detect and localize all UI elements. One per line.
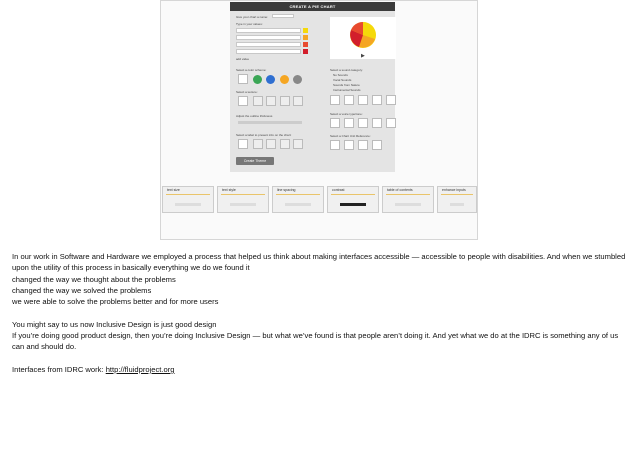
card-divider [166,194,210,195]
card-title: contrast [332,188,345,192]
value-row[interactable] [236,28,301,33]
tool-title: CREATE A PIE CHART [230,2,395,11]
texture-label: Select a texture: [236,90,258,94]
color-scheme-option[interactable] [253,75,262,84]
pref-card-enhance-inputs[interactable] [437,186,477,213]
notes-line: You might say to us now Inclusive Design is just good design [12,319,217,329]
chart-name-input[interactable] [272,14,294,18]
add-value-button[interactable]: add value [236,57,250,61]
speaker-notes [12,251,627,375]
create-theme-button[interactable]: Create Theme [236,157,274,165]
sound-choice[interactable] [358,95,368,105]
slice-color-swatch[interactable] [303,28,308,33]
notes-line [12,364,627,375]
play-icon[interactable]: ▶ [361,53,365,59]
voice-choice[interactable] [372,118,382,128]
label-option[interactable] [266,139,276,149]
values-label: Type in your values: [236,22,263,26]
color-scheme-none[interactable] [238,74,248,84]
card-control[interactable] [175,203,201,206]
voice-choice[interactable] [358,118,368,128]
pref-card-text-size[interactable] [162,186,214,213]
card-title: enhance inputs [442,188,466,192]
label-option[interactable] [280,139,290,149]
slice-color-swatch[interactable] [303,42,308,47]
pref-card-text-style[interactable] [217,186,269,213]
value-row[interactable] [236,35,301,40]
label-option[interactable] [253,139,263,149]
sound-choice[interactable] [330,95,340,105]
texture-option[interactable] [266,96,276,106]
fluidproject-link[interactable]: http://fluidproject.org [105,364,175,374]
card-title: line spacing [277,188,296,192]
color-scheme-option[interactable] [293,75,302,84]
sound-option[interactable]: Instrumental Sounds [333,88,361,92]
sound-choice[interactable] [344,95,354,105]
notes-paragraph: In our work in Software and Hardware we employed a process that helped us think about making interfaces accessible — accessible to people with disabilities. And when we stumbled upon the utility of this process in basically everything we do we found it [12,252,626,273]
card-title: text style [222,188,236,192]
voice-choice[interactable] [344,118,354,128]
notes-line: changed the way we thought about the problems [12,274,176,284]
pie-preview-chart [348,20,378,50]
unit-choice[interactable] [330,140,340,150]
label-none[interactable] [238,139,248,149]
slice-color-swatch[interactable] [303,35,308,40]
card-title: text size [167,188,180,192]
card-divider [331,194,375,195]
label-option[interactable] [293,139,303,149]
color-scheme-option[interactable] [266,75,275,84]
card-divider [221,194,265,195]
outline-label: Adjust the outline thickness [236,114,273,118]
notes-line: we were able to solve the problems better and for more users [12,297,219,307]
texture-option[interactable] [293,96,303,106]
pref-card-contrast[interactable] [327,186,379,213]
unit-choice[interactable] [372,140,382,150]
slice-color-swatch[interactable] [303,49,308,54]
sound-choice[interactable] [372,95,382,105]
voice-choice[interactable] [386,118,396,128]
color-scheme-label: Select a color scheme: [236,68,267,72]
card-control[interactable] [230,203,256,206]
value-row[interactable] [236,49,301,54]
pref-card-line-spacing[interactable] [272,186,324,213]
unit-choice[interactable] [358,140,368,150]
color-scheme-option[interactable] [280,75,289,84]
card-title: table of contents [387,188,413,192]
sound-option[interactable]: No Sounds [333,73,348,77]
card-divider [441,194,473,195]
sound-option[interactable]: Sounds from Nature [333,83,360,87]
sound-option[interactable]: Vocal Sounds [333,78,352,82]
card-control[interactable] [285,203,311,206]
voice-label: Select a voice type/tone: [330,112,363,116]
card-divider [386,194,430,195]
notes-paragraph: If you’re doing good product design, then you’re doing Inclusive Design — but what we’ve found is that people aren’t doing it. And yet what we do at the IDRC is something any of us can and should do. [12,331,619,352]
notes-line: changed the way we solved the problems [12,285,152,295]
unit-reference-label: Select a Chart Unit Reference: [330,134,371,138]
card-divider [276,194,320,195]
card-control[interactable] [450,203,464,206]
sound-choice[interactable] [386,95,396,105]
texture-option[interactable] [280,96,290,106]
sound-category-label: Select a sound category: [330,68,364,72]
unit-choice[interactable] [344,140,354,150]
outline-slider[interactable] [238,121,302,124]
chart-name-label: Give your chart a name: [236,15,269,19]
notes-link-prefix: Interfaces from IDRC work: [12,364,106,374]
texture-none[interactable] [238,96,248,106]
info-label-label: Select a label to present info on the chart: [236,133,292,137]
contrast-swatches[interactable] [340,203,366,206]
card-control[interactable] [395,203,421,206]
value-row[interactable] [236,42,301,47]
texture-option[interactable] [253,96,263,106]
voice-choice[interactable] [330,118,340,128]
pref-card-table-of-contents[interactable] [382,186,434,213]
